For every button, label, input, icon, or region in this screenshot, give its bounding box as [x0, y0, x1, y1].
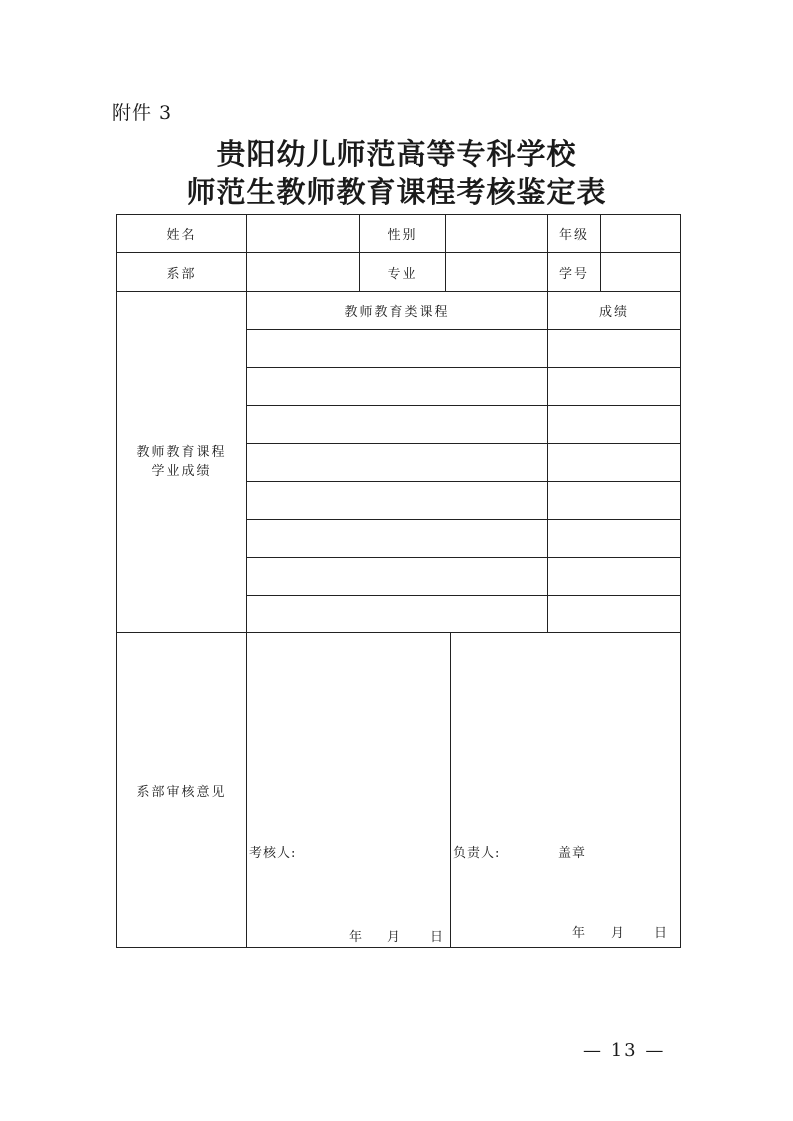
row-divider — [246, 367, 680, 368]
grades-section-label-line1: 教师教育课程 — [136, 445, 227, 460]
student-id-label: 学号 — [558, 266, 589, 282]
score-column-header: 成绩 — [598, 305, 629, 320]
major-label: 专业 — [387, 266, 418, 282]
examiner-label: 考核人: — [249, 846, 297, 861]
row-divider — [246, 557, 680, 558]
course-column-header: 教师教育类课程 — [344, 305, 450, 320]
student-id-field[interactable] — [601, 253, 680, 291]
grades-section-label — [117, 292, 246, 632]
approval-date-month: 月 — [611, 926, 626, 941]
row-divider — [246, 519, 680, 520]
row-divider — [246, 595, 680, 596]
approval-date-year: 年 — [572, 926, 587, 941]
col-divider — [450, 632, 451, 947]
row-divider — [246, 481, 680, 482]
review-date-year: 年 — [349, 930, 364, 945]
attachment-label: 附件 3 — [112, 102, 173, 124]
row-divider — [246, 329, 680, 330]
grade-field[interactable] — [601, 215, 680, 252]
row-divider — [246, 405, 680, 406]
review-date-month: 月 — [387, 930, 402, 945]
review-date-day: 日 — [430, 930, 445, 945]
department-field[interactable] — [247, 253, 359, 291]
responsible-label: 负责人: — [453, 846, 501, 861]
page-number: — 13 — — [583, 1040, 666, 1061]
form-title-line2: 师范生教师教育课程考核鉴定表 — [186, 175, 607, 209]
assessment-form-table — [116, 214, 681, 948]
name-field[interactable] — [247, 215, 359, 252]
review-label: 系部审核意见 — [136, 784, 227, 800]
department-label: 系部 — [166, 266, 197, 282]
major-field[interactable] — [446, 253, 547, 291]
seal-label: 盖章 — [558, 846, 587, 861]
grades-section-label-line2: 学业成绩 — [151, 464, 212, 479]
grade-label: 年级 — [558, 228, 589, 243]
gender-label: 性别 — [387, 228, 418, 243]
name-label: 姓名 — [166, 228, 197, 243]
gender-field[interactable] — [446, 215, 547, 252]
col-divider — [547, 291, 548, 632]
approval-date-day: 日 — [654, 926, 669, 941]
form-title-line1: 贵阳幼儿师范高等专科学校 — [216, 137, 577, 171]
row-divider — [246, 443, 680, 444]
